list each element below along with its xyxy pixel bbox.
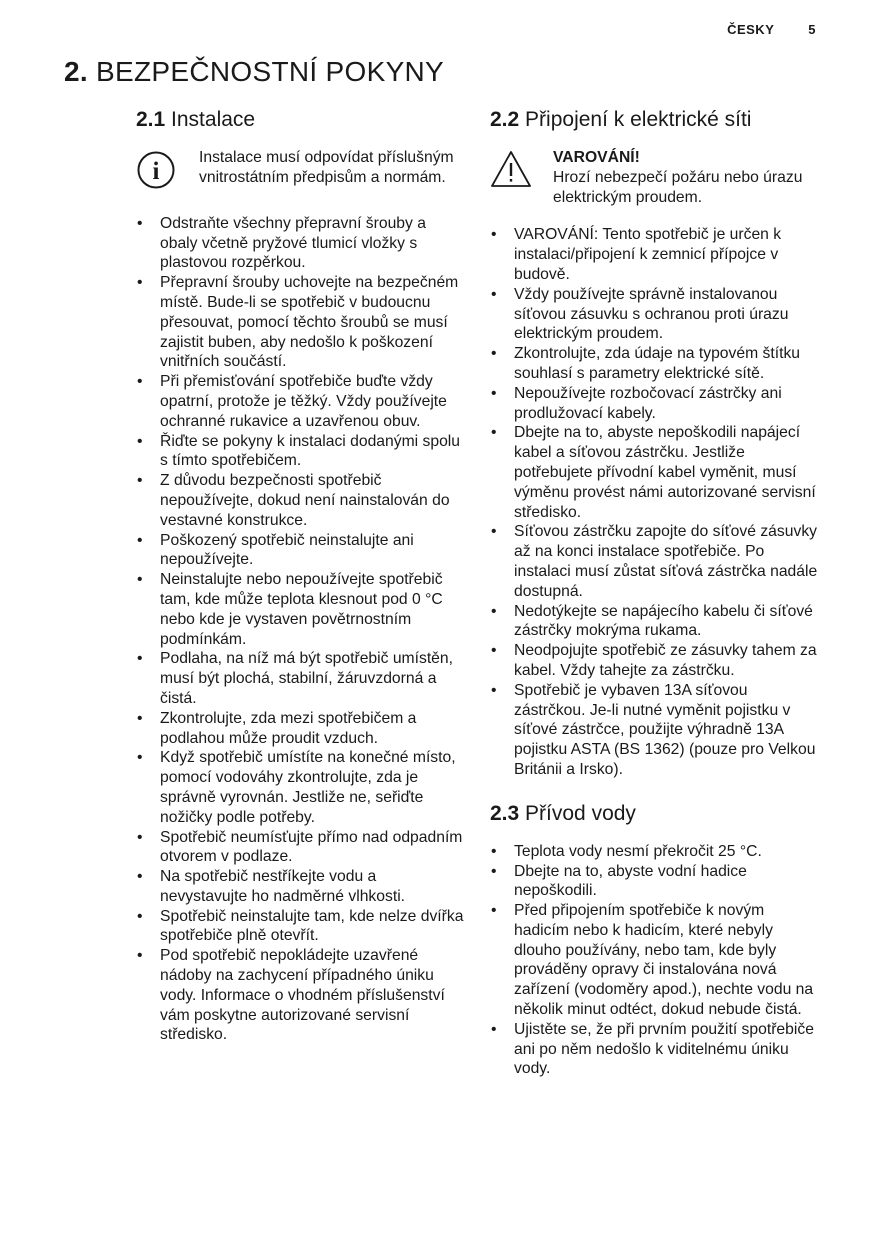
- section-number: 2.3: [490, 801, 520, 825]
- svg-text:i: i: [152, 158, 160, 185]
- list-item: • Nedotýkejte se napájecího kabelu či síťové zástrčky mokrýma rukama.: [490, 602, 818, 642]
- list-item: • Dbejte na to, abyste nepoškodili napájecí kabel a síťovou zástrčku. Jestliže potřebujete přívodní kabel vyměnit, musí výměnu provést námi autorizované servisní středisko.: [490, 423, 818, 522]
- list-item: • Když spotřebič umístíte na konečné místo, pomocí vodováhy zkontrolujte, zda je správně vyrovnán. Jestliže ne, seřiďte nožičky podle potřeby.: [136, 748, 464, 827]
- list-item: • Před připojením spotřebiče k novým hadicím nebo k hadicím, které nebyly dlouho používány, nebo tam, kde byly prováděny opravy či instalována nová zařízení (vodoměry apod.), nechte vodu na několik minut odtéct, dokud nebude čistá.: [490, 901, 818, 1020]
- warning-title: VAROVÁNÍ!: [553, 149, 640, 166]
- section-heading-installation: [136, 106, 464, 134]
- water-list: [490, 842, 818, 1080]
- list-item: • Řiďte se pokyny k instalaci dodanými spolu s tímto spotřebičem.: [136, 432, 464, 472]
- section-title: Instalace: [171, 108, 256, 131]
- list-item: • Pod spotřebič nepokládejte uzavřené nádoby na zachycení případného úniku vody. Informace o vhodném příslušenství vám poskytne autorizované servisní středisko.: [136, 946, 464, 1045]
- list-item: • Na spotřebič nestříkejte vodu a nevystavujte ho nadměrné vlhkosti.: [136, 867, 464, 907]
- warning-icon: [490, 148, 553, 207]
- electrical-list: [490, 225, 818, 779]
- section-number: 2.1: [136, 108, 166, 131]
- chapter-title-text: BEZPEČNOSTNÍ POKYNY: [96, 56, 445, 87]
- left-column: [136, 106, 464, 1045]
- list-item: • VAROVÁNÍ: Tento spotřebič je určen k instalaci/připojení k zemnicí přípojce v budově.: [490, 225, 818, 284]
- list-item: • Nepoužívejte rozbočovací zástrčky ani prodlužovací kabely.: [490, 384, 818, 424]
- section-heading-water: [490, 800, 818, 828]
- info-note: [136, 148, 464, 196]
- list-item: • Z důvodu bezpečnosti spotřebič nepoužívejte, dokud není nainstalován do vestavné konstrukce.: [136, 471, 464, 530]
- installation-list: [136, 214, 464, 1045]
- list-item: • Neinstalujte nebo nepoužívejte spotřebič tam, kde může teplota klesnout pod 0 °C nebo kde je vystaven povětrnostním podmínkám.: [136, 570, 464, 649]
- page-number: 5: [808, 22, 816, 37]
- list-item: • Teplota vody nesmí překročit 25 °C.: [490, 842, 818, 862]
- list-item: • Spotřebič je vybaven 13A síťovou zástrčkou. Je-li nutné vyměnit pojistku v síťové zástrčce, použijte výhradně 13A pojistku ASTA (BS 1362) (pouze pro Velkou Británii a Irsko).: [490, 681, 818, 780]
- warning-note: [490, 148, 818, 207]
- section-title: Přívod vody: [525, 801, 636, 825]
- chapter-number: 2.: [64, 56, 88, 87]
- list-item: • Síťovou zástrčku zapojte do síťové zásuvky až na konci instalace spotřebiče. Po instalaci musí zůstat síťová zástrčka nadále dostupná.: [490, 522, 818, 601]
- info-icon: [136, 148, 199, 196]
- list-item: • Dbejte na to, abyste vodní hadice nepoškodili.: [490, 862, 818, 902]
- list-item: • Ujistěte se, že při prvním použití spotřebiče ani po něm nedošlo k viditelnému úniku vody.: [490, 1020, 818, 1079]
- info-note-text: Instalace musí odpovídat příslušným vnitrostátním předpisům a normám.: [199, 149, 454, 186]
- language-label: ČESKY: [727, 22, 775, 37]
- chapter-title: [64, 56, 444, 88]
- section-heading-electrical: [490, 106, 818, 134]
- list-item: • Neodpojujte spotřebič ze zásuvky tahem za kabel. Vždy tahejte za zástrčku.: [490, 641, 818, 681]
- list-item: • Spotřebič neumísťujte přímo nad odpadním otvorem v podlaze.: [136, 828, 464, 868]
- list-item: • Odstraňte všechny přepravní šrouby a obaly včetně pryžové tlumicí vložky s plastovou rozpěrkou.: [136, 214, 464, 273]
- list-item: • Při přemisťování spotřebiče buďte vždy opatrní, protože je těžký. Vždy používejte ochranné rukavice a uzavřenou obuv.: [136, 372, 464, 431]
- warning-text: Hrozí nebezpečí požáru nebo úrazu elektrickým proudem.: [553, 168, 803, 206]
- section-title: Připojení k elektrické síti: [525, 108, 752, 131]
- list-item: • Podlaha, na níž má být spotřebič umístěn, musí být plochá, stabilní, žáruvzdorná a čistá.: [136, 649, 464, 708]
- list-item: • Zkontrolujte, zda údaje na typovém štítku souhlasí s parametry elektrické sítě.: [490, 344, 818, 384]
- page-header: [727, 22, 816, 37]
- right-column: [490, 106, 818, 1079]
- list-item: • Poškozený spotřebič neinstalujte ani nepoužívejte.: [136, 531, 464, 571]
- list-item: • Zkontrolujte, zda mezi spotřebičem a podlahou může proudit vzduch.: [136, 709, 464, 749]
- list-item: • Spotřebič neinstalujte tam, kde nelze dvířka spotřebiče plně otevřít.: [136, 907, 464, 947]
- section-number: 2.2: [490, 108, 520, 131]
- list-item: • Vždy používejte správně instalovanou síťovou zásuvku s ochranou proti úrazu elektrickým proudem.: [490, 285, 818, 344]
- list-item: • Přepravní šrouby uchovejte na bezpečném místě. Bude-li se spotřebič v budoucnu přesouvat, pomocí těchto šroubů se musí zajistit buben, aby nedošlo k poškození vnitřních součástí.: [136, 273, 464, 372]
